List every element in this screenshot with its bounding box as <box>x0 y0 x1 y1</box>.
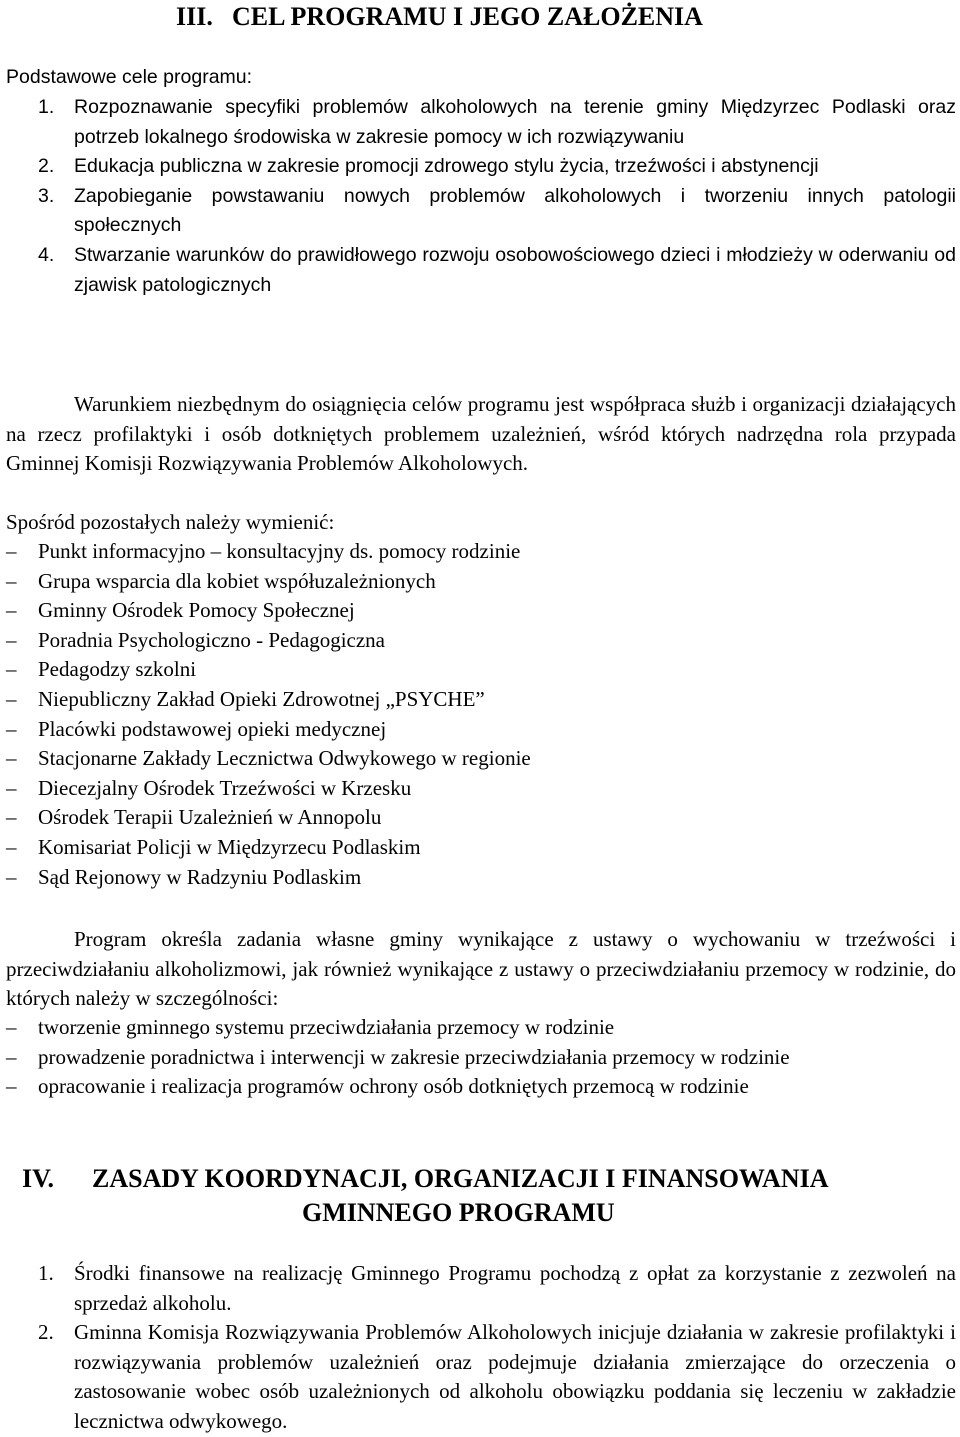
list-item <box>6 803 956 833</box>
dash-bullet: – <box>6 686 17 711</box>
financing-item-2 <box>38 1318 956 1436</box>
institution-name: Diecezjalny Ośrodek Trzeźwości w Krzesku <box>38 775 412 800</box>
item-text: Gminna Komisja Rozwiązywania Problemów Alkoholowych inicjuje działania w zakresie profilaktyki i rozwiązywania problemów uzależnień oraz podejmuje działania zmierzające do orzeczenia o zastosowanie wobec osób uzależnionych od alkoholu obowiązku poddania się leczeniu w zakładzie lecznictwa odwykowego. <box>74 1320 956 1433</box>
goal-text: Stwarzanie warunków do prawidłowego rozwoju osobowościowego dzieci i młodzieży w oderwaniu od zjawisk patologicznych <box>74 243 956 296</box>
list-item <box>6 1043 956 1073</box>
goals-intro: Podstawowe cele programu: <box>6 66 253 88</box>
list-item <box>6 537 956 567</box>
goal-text: Zapobieganie powstawaniu nowych problemów alkoholowych i tworzeniu innych patologii społecznych <box>74 184 956 237</box>
dash-bullet: – <box>6 746 17 771</box>
section-3-heading <box>176 0 703 34</box>
financing-item-1 <box>38 1259 956 1318</box>
institution-name: Poradnia Psychologiczno - Pedagogiczna <box>38 627 385 652</box>
goal-item-4 <box>38 241 956 300</box>
section-3-number: III. <box>176 2 213 31</box>
list-item <box>6 596 956 626</box>
goal-item-1 <box>38 93 956 152</box>
list-item <box>6 685 956 715</box>
cooperation-paragraph <box>6 390 956 479</box>
institution-name: Gminny Ośrodek Pomocy Społecznej <box>38 598 355 623</box>
section-4-title-line-2: GMINNEGO PROGRAMU <box>302 1198 615 1227</box>
task-text: prowadzenie poradnictwa i interwencji w zakresie przeciwdziałania przemocy w rodzinie <box>38 1044 790 1069</box>
institution-name: Pedagodzy szkolni <box>38 657 197 682</box>
goal-number: 2. <box>38 155 55 178</box>
item-number: 2. <box>38 1320 54 1345</box>
list-item <box>6 863 956 893</box>
task-text: tworzenie gminnego systemu przeciwdziałania przemocy w rodzinie <box>38 1015 615 1039</box>
goal-number: 4. <box>38 243 55 266</box>
institution-name: Placówki podstawowej opieki medycznej <box>38 716 387 741</box>
dash-bullet: – <box>6 1074 17 1099</box>
institution-name: Punkt informacyjno – konsultacyjny ds. pomocy rodzinie <box>38 539 521 563</box>
institutions-list <box>6 537 956 892</box>
goal-text: Edukacja publiczna w zakresie promocji zdrowego stylu życia, trzeźwości i abstynencji <box>74 155 819 178</box>
institution-name: Komisariat Policji w Międzyrzecu Podlaskim <box>38 834 421 859</box>
dash-bullet: – <box>6 657 17 682</box>
dash-bullet: – <box>6 1015 17 1039</box>
goal-number: 3. <box>38 184 55 207</box>
section-3-title: CEL PROGRAMU I JEGO ZAŁOŻENIA <box>232 2 703 31</box>
dash-bullet: – <box>6 864 17 889</box>
dash-bullet: – <box>6 716 17 741</box>
list-item <box>6 1013 956 1043</box>
institution-name: Grupa wsparcia dla kobiet współuzależnionych <box>38 568 436 593</box>
dash-bullet: – <box>6 775 17 800</box>
dash-bullet: – <box>6 627 17 652</box>
dash-bullet: – <box>6 834 17 859</box>
list-item <box>6 744 956 774</box>
institution-name: Ośrodek Terapii Uzależnień w Annopolu <box>38 805 382 830</box>
dash-bullet: – <box>6 598 17 623</box>
dash-bullet: – <box>6 539 17 563</box>
tasks-list <box>6 1013 956 1102</box>
list-item <box>6 567 956 597</box>
dash-bullet: – <box>6 568 17 593</box>
goal-item-2 <box>38 152 956 182</box>
cooperation-text: Warunkiem niezbędnym do osiągnięcia celów programu jest współpraca służb i organizacji działających na rzecz profilaktyki i osób dotkniętych problemem uzależnień, wśród których nadrzędna rola przypada Gminnej Komisji Rozwiązywania Problemów Alkoholowych. <box>6 392 956 476</box>
section-4-number: IV. <box>22 1164 55 1193</box>
item-text: Środki finansowe na realizację Gminnego Programu pochodzą z opłat za korzystanie z zezwoleń na sprzedaż alkoholu. <box>74 1261 956 1315</box>
financing-list <box>38 1259 956 1437</box>
section-4-title-line-1: ZASADY KOORDYNACJI, ORGANIZACJI I FINANSOWANIA <box>92 1164 829 1193</box>
goal-number: 1. <box>38 96 55 118</box>
tasks-paragraph <box>6 925 956 1014</box>
tasks-intro-text: Program określa zadania własne gminy wynikające z ustawy o wychowaniu w trzeźwości i przeciwdziałaniu alkoholizmowi, jak również wynikające z ustawy o przeciwdziałaniu przemocy w rodzinie, do których należy w szczególności: <box>6 927 956 1011</box>
others-intro: Spośród pozostałych należy wymienić: <box>6 510 335 534</box>
goal-item-3 <box>38 182 956 241</box>
list-item <box>6 715 956 745</box>
goals-list <box>38 93 956 300</box>
institution-name: Sąd Rejonowy w Radzyniu Podlaskim <box>38 864 362 889</box>
dash-bullet: – <box>6 805 17 830</box>
list-item <box>6 655 956 685</box>
list-item <box>6 1072 956 1102</box>
list-item <box>6 626 956 656</box>
list-item <box>6 774 956 804</box>
item-number: 1. <box>38 1261 54 1285</box>
task-text: opracowanie i realizacja programów ochrony osób dotkniętych przemocą w rodzinie <box>38 1074 749 1099</box>
institution-name: Niepubliczny Zakład Opieki Zdrowotnej „PSYCHE” <box>38 686 485 711</box>
institution-name: Stacjonarne Zakłady Lecznictwa Odwykowego w regionie <box>38 746 531 771</box>
list-item <box>6 833 956 863</box>
goal-text: Rozpoznawanie specyfiki problemów alkoholowych na terenie gminy Międzyrzec Podlaski oraz potrzeb lokalnego środowiska w zakresie pomocy w ich rozwiązywaniu <box>74 96 956 148</box>
dash-bullet: – <box>6 1044 17 1069</box>
